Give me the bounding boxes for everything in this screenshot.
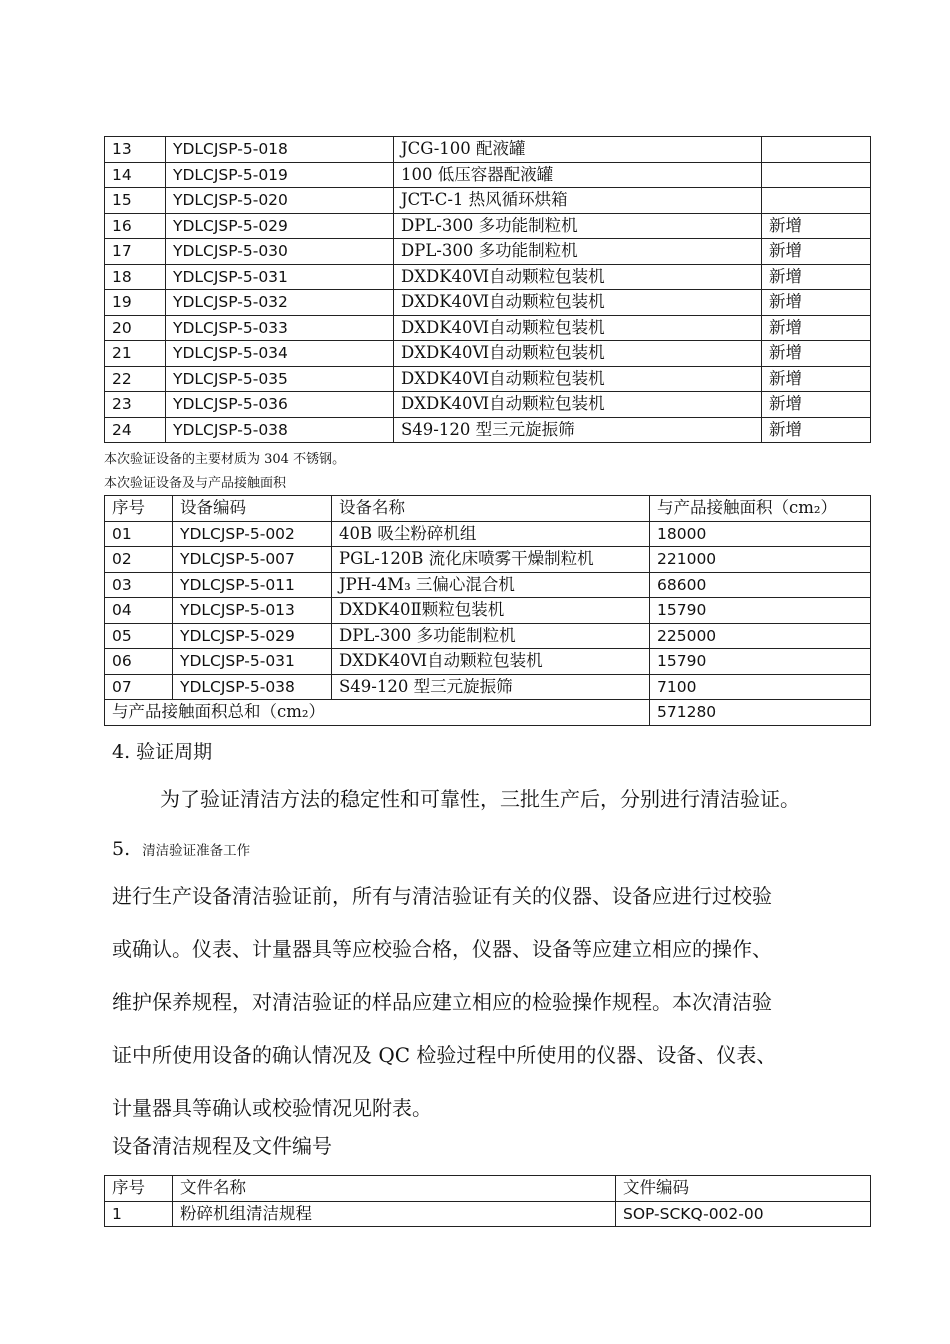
equipment-code: YDLCJSP-5-020	[166, 188, 394, 214]
equipment-name: DXDK40Ⅵ自动颗粒包装机	[394, 392, 762, 418]
header-no: 序号	[105, 496, 173, 522]
header-area: 与产品接触面积（cm₂）	[650, 496, 871, 522]
row-number: 21	[105, 341, 166, 367]
table-header-row	[105, 1176, 871, 1202]
contact-area-table	[104, 495, 871, 726]
equipment-name: S49-120 型三元旋振筛	[394, 417, 762, 443]
status-cell: 新增	[762, 290, 871, 316]
table-row	[105, 417, 871, 443]
contact-area: 7100	[650, 674, 871, 700]
status-cell: 新增	[762, 392, 871, 418]
equipment-code: YDLCJSP-5-034	[166, 341, 394, 367]
row-number: 03	[105, 572, 173, 598]
status-cell	[762, 137, 871, 163]
equipment-code: YDLCJSP-5-013	[173, 598, 332, 624]
equipment-code: YDLCJSP-5-018	[166, 137, 394, 163]
sop-table	[104, 1175, 871, 1227]
table-row	[105, 239, 871, 265]
row-number: 18	[105, 264, 166, 290]
row-number: 16	[105, 213, 166, 239]
table-row	[105, 521, 871, 547]
table-row	[105, 290, 871, 316]
row-number: 19	[105, 290, 166, 316]
contact-area: 221000	[650, 547, 871, 573]
equipment-code: YDLCJSP-5-002	[173, 521, 332, 547]
equipment-name: 100 低压容器配液罐	[394, 162, 762, 188]
equipment-name: DPL-300 多功能制粒机	[394, 213, 762, 239]
equipment-code: YDLCJSP-5-019	[166, 162, 394, 188]
status-cell: 新增	[762, 264, 871, 290]
status-cell	[762, 162, 871, 188]
equipment-list-table	[104, 136, 871, 443]
section-5-paragraph	[112, 870, 872, 1135]
file-name: 粉碎机组清洁规程	[173, 1201, 616, 1227]
status-cell: 新增	[762, 341, 871, 367]
header-code: 设备编码	[173, 496, 332, 522]
equipment-code: YDLCJSP-5-011	[173, 572, 332, 598]
row-number: 04	[105, 598, 173, 624]
paragraph-line: 证中所使用设备的确认情况及 QC 检验过程中所使用的仪器、设备、仪表、	[112, 1043, 777, 1067]
table-row	[105, 137, 871, 163]
equipment-name: JCG-100 配液罐	[394, 137, 762, 163]
section-5-heading	[112, 838, 250, 860]
equipment-code: YDLCJSP-5-029	[166, 213, 394, 239]
table-row	[105, 1201, 871, 1227]
table-row	[105, 366, 871, 392]
table-row	[105, 162, 871, 188]
row-number: 02	[105, 547, 173, 573]
table-row	[105, 213, 871, 239]
equipment-code: YDLCJSP-5-035	[166, 366, 394, 392]
table-row	[105, 598, 871, 624]
row-number: 15	[105, 188, 166, 214]
equipment-name: 40B 吸尘粉碎机组	[332, 521, 650, 547]
table-row	[105, 547, 871, 573]
header-name: 设备名称	[332, 496, 650, 522]
table-row	[105, 392, 871, 418]
equipment-name: DPL-300 多功能制粒机	[332, 623, 650, 649]
row-number: 14	[105, 162, 166, 188]
table-row	[105, 315, 871, 341]
equipment-name: DXDK40Ⅵ自动颗粒包装机	[394, 366, 762, 392]
row-number: 05	[105, 623, 173, 649]
status-cell: 新增	[762, 366, 871, 392]
table-row	[105, 188, 871, 214]
equipment-code: YDLCJSP-5-036	[166, 392, 394, 418]
table-row	[105, 264, 871, 290]
equipment-name: DXDK40Ⅵ自动颗粒包装机	[332, 649, 650, 675]
file-code: SOP-SCKQ-002-00	[616, 1201, 871, 1227]
table-row	[105, 572, 871, 598]
contact-area: 18000	[650, 521, 871, 547]
equipment-name: S49-120 型三元旋振筛	[332, 674, 650, 700]
equipment-code: YDLCJSP-5-007	[173, 547, 332, 573]
equipment-code: YDLCJSP-5-033	[166, 315, 394, 341]
equipment-name: JCT-C-1 热风循环烘箱	[394, 188, 762, 214]
paragraph-line: 维护保养规程，对清洁验证的样品应建立相应的检验操作规程。本次清洁验	[112, 990, 772, 1014]
section-4-heading: 4. 验证周期	[112, 741, 213, 763]
equipment-code: YDLCJSP-5-038	[173, 674, 332, 700]
equipment-code: YDLCJSP-5-032	[166, 290, 394, 316]
equipment-name: DXDK40Ⅵ自动颗粒包装机	[394, 315, 762, 341]
row-number: 22	[105, 366, 166, 392]
header-file-name: 文件名称	[173, 1176, 616, 1202]
equipment-name: DXDK40Ⅱ颗粒包装机	[332, 598, 650, 624]
table-row	[105, 623, 871, 649]
row-number: 24	[105, 417, 166, 443]
status-cell: 新增	[762, 239, 871, 265]
row-number: 23	[105, 392, 166, 418]
total-row	[105, 700, 871, 726]
equipment-code: YDLCJSP-5-031	[166, 264, 394, 290]
equipment-name: DXDK40Ⅵ自动颗粒包装机	[394, 341, 762, 367]
section-4-text: 为了验证清洁方法的稳定性和可靠性，三批生产后，分别进行清洁验证。	[160, 787, 800, 811]
table-row	[105, 674, 871, 700]
paragraph-line: 计量器具等确认或校验情况见附表。	[112, 1096, 432, 1120]
contact-area: 225000	[650, 623, 871, 649]
status-cell	[762, 188, 871, 214]
equipment-code: YDLCJSP-5-031	[173, 649, 332, 675]
row-number: 13	[105, 137, 166, 163]
status-cell: 新增	[762, 213, 871, 239]
contact-area: 68600	[650, 572, 871, 598]
row-number: 06	[105, 649, 173, 675]
header-no: 序号	[105, 1176, 173, 1202]
section-5-number: 5.	[112, 838, 131, 860]
equipment-name: PGL-120B 流化床喷雾干燥制粒机	[332, 547, 650, 573]
row-number: 1	[105, 1201, 173, 1227]
equipment-name: DPL-300 多功能制粒机	[394, 239, 762, 265]
equipment-code: YDLCJSP-5-029	[173, 623, 332, 649]
equipment-code: YDLCJSP-5-030	[166, 239, 394, 265]
area-table-caption: 本次验证设备及与产品接触面积	[104, 476, 287, 491]
row-number: 20	[105, 315, 166, 341]
section-5-title: 清洁验证准备工作	[142, 843, 251, 859]
paragraph-line: 或确认。仪表、计量器具等应校验合格，仪器、设备等应建立相应的操作、	[112, 937, 772, 961]
table-header-row	[105, 496, 871, 522]
equipment-code: YDLCJSP-5-038	[166, 417, 394, 443]
total-label: 与产品接触面积总和（cm₂）	[105, 700, 650, 726]
equipment-name: DXDK40Ⅵ自动颗粒包装机	[394, 264, 762, 290]
status-cell: 新增	[762, 417, 871, 443]
header-file-code: 文件编码	[616, 1176, 871, 1202]
status-cell: 新增	[762, 315, 871, 341]
total-value: 571280	[650, 700, 871, 726]
paragraph-line: 进行生产设备清洁验证前，所有与清洁验证有关的仪器、设备应进行过校验	[112, 884, 772, 908]
contact-area: 15790	[650, 598, 871, 624]
row-number: 07	[105, 674, 173, 700]
table-row	[105, 649, 871, 675]
row-number: 17	[105, 239, 166, 265]
sop-caption: 设备清洁规程及文件编号	[112, 1134, 332, 1158]
row-number: 01	[105, 521, 173, 547]
material-note: 本次验证设备的主要材质为 304 不锈钢。	[104, 452, 346, 467]
table-row	[105, 341, 871, 367]
contact-area: 15790	[650, 649, 871, 675]
equipment-name: DXDK40Ⅵ自动颗粒包装机	[394, 290, 762, 316]
equipment-name: JPH-4M₃ 三偏心混合机	[332, 572, 650, 598]
